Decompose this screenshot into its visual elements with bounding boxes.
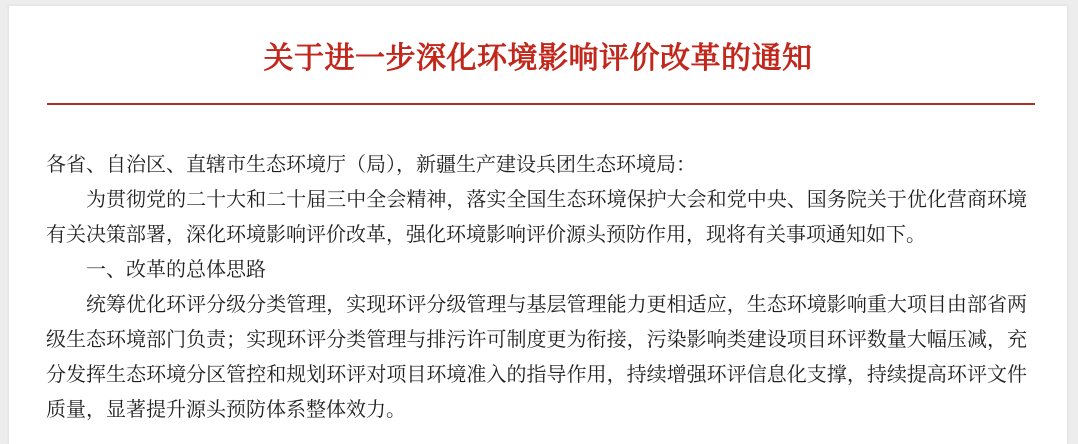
notice-paragraph-section1: 统筹优化环评分级分类管理，实现环评分级管理与基层管理能力更相适应，生态环境影响重大项目由部省两级生态环境部门负责；实现环评分类管理与排污许可制度更为衔接，污染影响类建设项目环评数量大幅压减，充分发挥生态环境分区管控和规划环评对项目环境准入的指导作用，持续增强环评信息化支撑，持续提高环评文件质量，显著提升源头预防体系整体效力。 (46, 294, 1027, 421)
notice-salutation: 各省、自治区、直辖市生态环境厅（局），新疆生产建设兵团生态环境局： (46, 154, 696, 176)
notice-body (9, 148, 1067, 428)
title-divider (47, 103, 1035, 105)
notice-paragraph-intro: 为贯彻党的二十大和二十届三中全会精神，落实全国生态环境保护大会和党中央、国务院关于优化营商环境有关决策部署，深化环境影响评价改革，强化环境影响评价源头预防作用，现将有关事项通知如下。 (46, 189, 1027, 246)
notice-card (8, 5, 1068, 444)
notice-title: 关于进一步深化环境影响评价改革的通知 (263, 42, 813, 75)
notice-section-heading: 一、改革的总体思路 (86, 259, 266, 281)
